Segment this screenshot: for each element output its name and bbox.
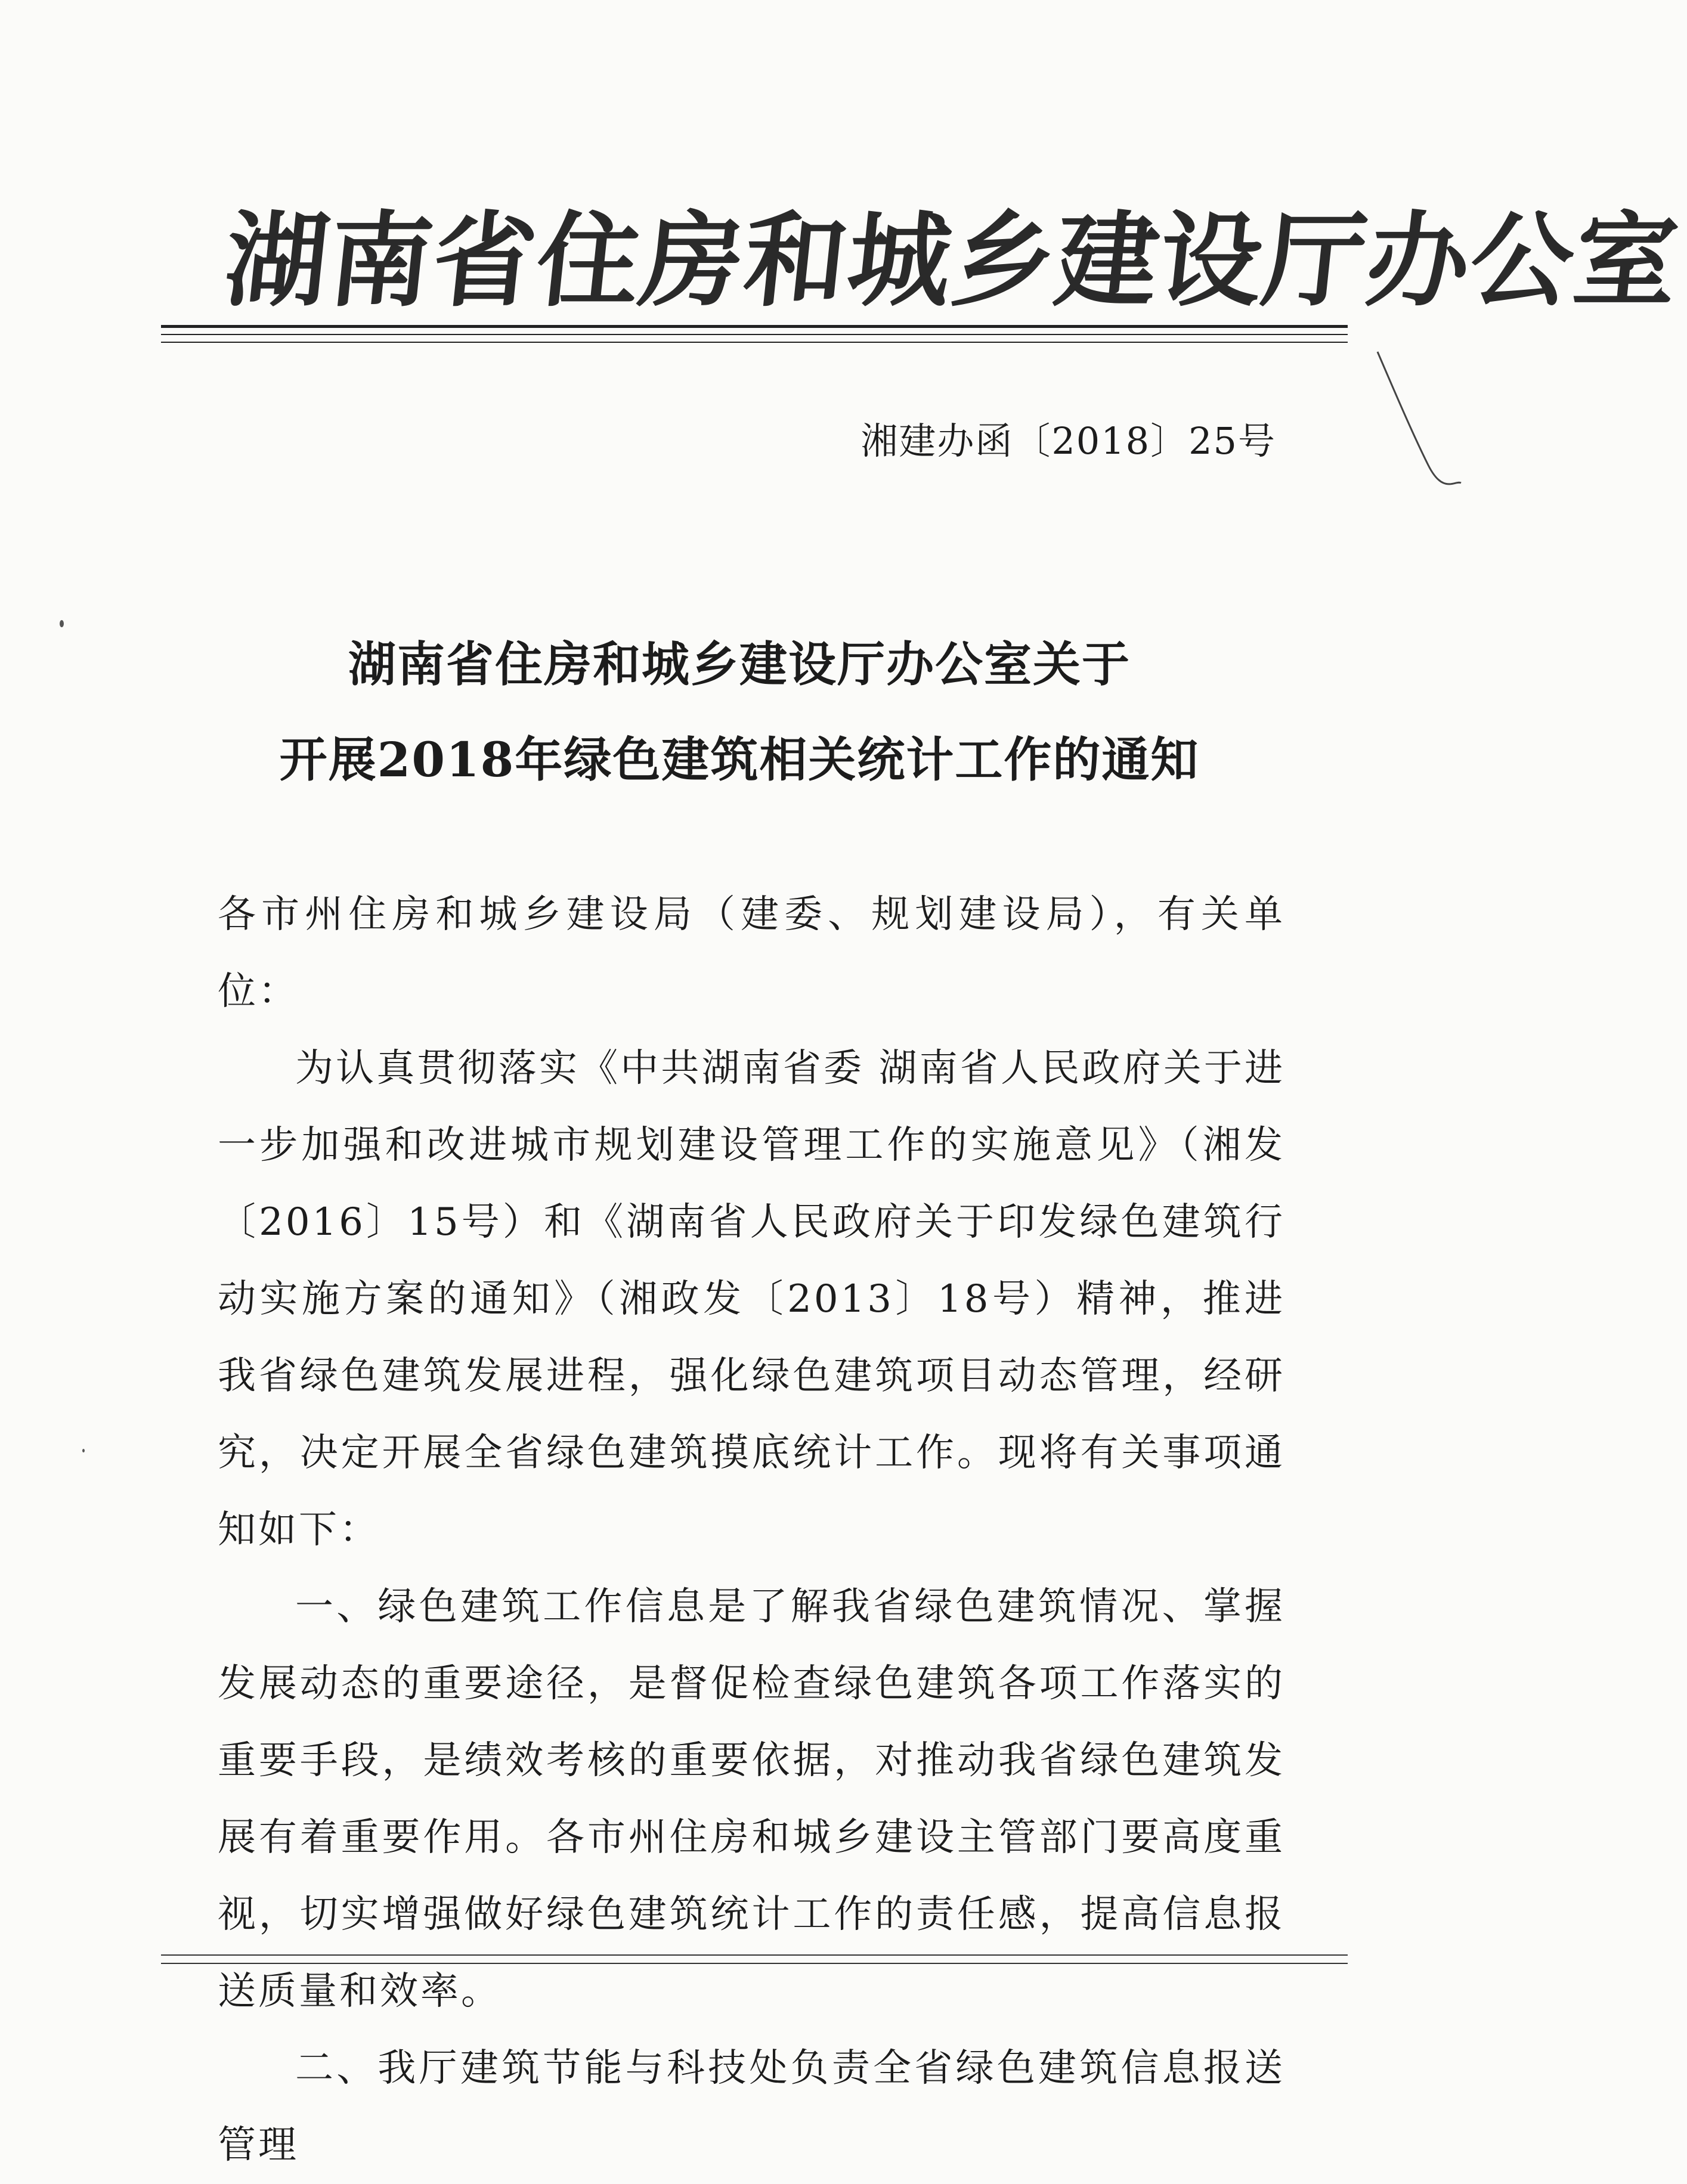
scan-speck: [82, 1449, 85, 1452]
letterhead-rule-thin: [161, 334, 1348, 335]
footer-rule: [161, 1954, 1348, 1956]
scan-mark: [1372, 346, 1467, 489]
document-title-line-1: 湖南省住房和城乡建设厅办公室关于: [348, 636, 1131, 692]
body-paragraph: 为认真贯彻落实《中共湖南省委 湖南省人民政府关于进一步加强和改进城市规划建设管理工作的实施意见》（湘发〔2016〕15号）和《湖南省人民政府关于印发绿色建筑行动实施方案的通知》（湘政发〔2013〕18号）精神，推进我省绿色建筑发展进程，强化绿色建筑项目动态管理，经研究，决定开展全省绿色建筑摸底统计工作。现将有关事项通知如下：: [218, 1046, 1285, 1552]
document-title-line-2: 开展2018年绿色建筑相关统计工作的通知: [279, 732, 1200, 788]
letterhead-rule-thick: [161, 325, 1348, 328]
body-paragraph: 二、我厅建筑节能与科技处负责全省绿色建筑信息报送管理: [218, 2046, 1285, 2167]
footer-rule: [161, 1963, 1348, 1964]
letterhead-rule-thin: [161, 342, 1348, 343]
letterhead-org-name: 湖南省住房和城乡建设厅办公室: [219, 201, 1685, 321]
body-paragraph: 一、绿色建筑工作信息是了解我省绿色建筑情况、掌握发展动态的重要途径，是督促检查绿色建筑各项工作落实的重要手段，是绩效考核的重要依据，对推动我省绿色建筑发展有着重要作用。各市州住房和城乡建设主管部门要高度重视，切实增强做好绿色建筑统计工作的责任感，提高信息报送质量和效率。: [218, 1585, 1285, 2013]
document-body: [218, 876, 1285, 2184]
document-number: 湘建办函〔2018〕25号: [860, 419, 1276, 463]
scan-speck: [60, 620, 64, 627]
salutation: 各市州住房和城乡建设局（建委、规划建设局），有关单位：: [218, 893, 1285, 1014]
